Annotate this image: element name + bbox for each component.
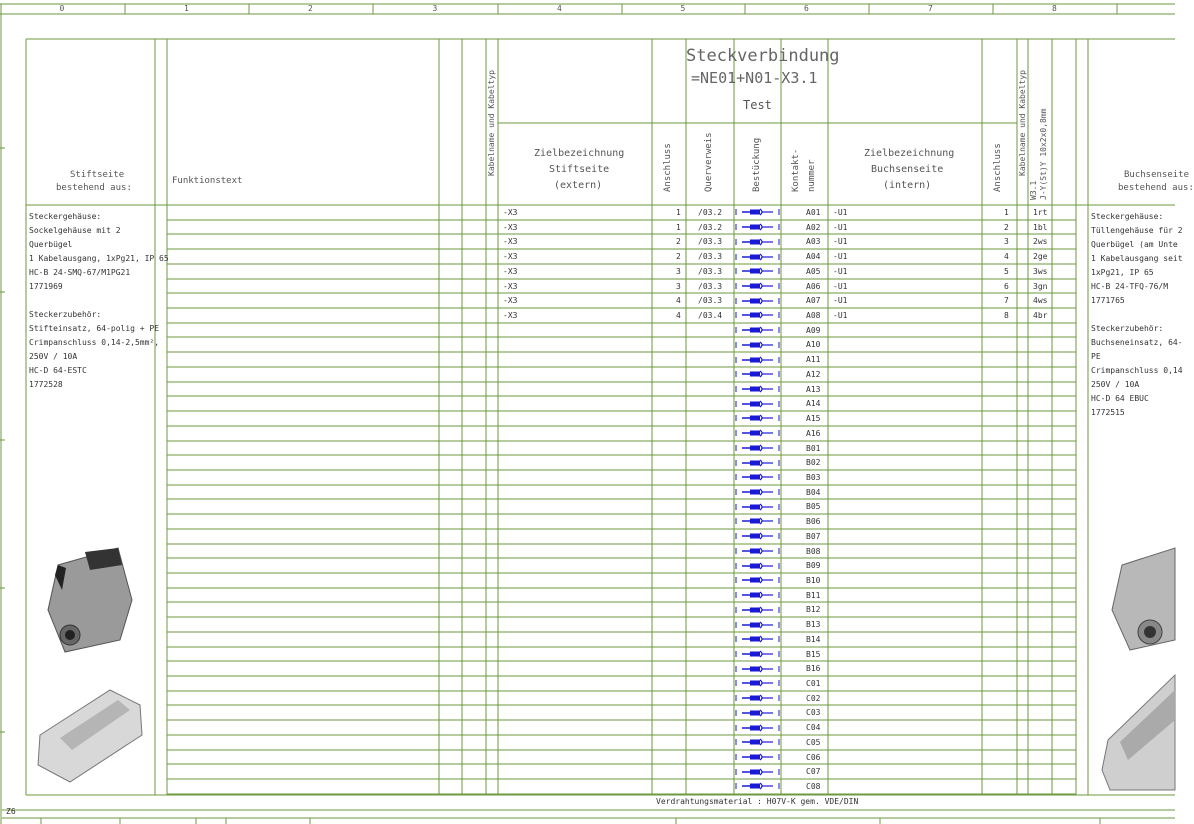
querverweis: /03.3 bbox=[698, 267, 723, 276]
contact-symbol bbox=[736, 224, 779, 230]
ziel-stift-line1: Zielbezeichnung bbox=[534, 148, 625, 159]
ruler-number: 8 bbox=[1052, 4, 1057, 13]
ruler-number: 6 bbox=[804, 4, 809, 13]
kontakt-nummer: C03 bbox=[806, 708, 821, 717]
contact-symbol bbox=[736, 474, 779, 480]
contact-symbol bbox=[736, 710, 779, 716]
right-description-line: 1771765 bbox=[1091, 296, 1125, 305]
anschluss: 2 bbox=[676, 252, 681, 261]
contact-symbol bbox=[736, 298, 779, 304]
kontakt-nummer: B11 bbox=[806, 591, 821, 600]
contact-symbol bbox=[736, 666, 779, 672]
querverweis: /03.3 bbox=[698, 237, 723, 246]
contact-symbol bbox=[736, 725, 779, 731]
anschluss: 3 bbox=[676, 267, 681, 276]
contact-symbol bbox=[736, 504, 779, 510]
contact-symbol bbox=[736, 739, 779, 745]
kontakt-nummer: A07 bbox=[806, 296, 821, 305]
ader: 2ge bbox=[1033, 252, 1048, 261]
ziel-buchse: -U1 bbox=[833, 223, 848, 232]
contact-symbol bbox=[736, 357, 779, 363]
right-description-line: PE bbox=[1091, 352, 1101, 361]
ziel-buchse-line1: Zielbezeichnung bbox=[864, 148, 955, 159]
contact-symbol bbox=[736, 592, 779, 598]
ader: 3gn bbox=[1033, 282, 1048, 291]
kontakt-nummer: C08 bbox=[806, 782, 821, 791]
contact-symbol bbox=[736, 548, 779, 554]
right-header-line1: Buchsenseite bbox=[1124, 170, 1190, 180]
anschluss: 4 bbox=[676, 296, 681, 305]
kontakt-nummer: A16 bbox=[806, 429, 821, 438]
querverweis: /03.3 bbox=[698, 252, 723, 261]
ziel-stift: -X3 bbox=[503, 237, 518, 246]
kontakt-nummer: A05 bbox=[806, 267, 821, 276]
kontakt-nummer: B03 bbox=[806, 473, 821, 482]
contact-symbol bbox=[736, 680, 779, 686]
kontakt-nummer: A08 bbox=[806, 311, 821, 320]
anschluss: 1 bbox=[676, 223, 681, 232]
kontakt-nummer: B10 bbox=[806, 576, 821, 585]
left-description-line: HC-D 64-ESTC bbox=[29, 366, 87, 375]
right-description-line: HC-B 24-TFQ-76/M bbox=[1091, 282, 1169, 291]
kontakt-nummer: B13 bbox=[806, 620, 821, 629]
contact-symbol bbox=[736, 254, 779, 260]
ziel-stift: -X3 bbox=[503, 282, 518, 291]
anschluss2-header: Anschluss bbox=[993, 143, 1003, 192]
ziel-buchse: -U1 bbox=[833, 208, 848, 217]
contact-symbol bbox=[736, 401, 779, 407]
contact-symbol bbox=[736, 239, 779, 245]
ruler-number: 2 bbox=[308, 4, 313, 13]
contact-symbol bbox=[736, 209, 779, 215]
anschluss: 3 bbox=[676, 282, 681, 291]
kontakt-nummer: B08 bbox=[806, 547, 821, 556]
contact-symbol bbox=[736, 445, 779, 451]
cable-header-left: Kabelname und Kabeltyp bbox=[487, 70, 496, 176]
ziel-stift-line3: (extern) bbox=[554, 180, 603, 191]
right-description-line: 1xPg21, IP 65 bbox=[1091, 268, 1154, 277]
contact-symbol bbox=[736, 342, 779, 348]
kontakt-nummer: B06 bbox=[806, 517, 821, 526]
anschluss-buchse: 5 bbox=[1004, 267, 1009, 276]
ader: 1rt bbox=[1033, 208, 1048, 217]
right-description-line: Crimpanschluss 0,14 bbox=[1091, 366, 1183, 375]
left-header-line2: bestehend aus: bbox=[56, 183, 132, 193]
ruler-number: 4 bbox=[557, 4, 562, 13]
ziel-stift: -X3 bbox=[503, 252, 518, 261]
right-description-line: 1 Kabelausgang seit bbox=[1091, 254, 1183, 263]
right-description-line: Steckerzubehör: bbox=[1091, 324, 1164, 333]
contact-symbol bbox=[736, 518, 779, 524]
kontakt-nummer: B16 bbox=[806, 664, 821, 673]
anschluss-buchse: 8 bbox=[1004, 311, 1009, 320]
querverweis: /03.2 bbox=[698, 208, 723, 217]
querverweis: /03.3 bbox=[698, 282, 723, 291]
ruler-number: 3 bbox=[432, 4, 438, 13]
kontakt-nummer: C06 bbox=[806, 753, 821, 762]
left-header-line1: Stiftseite bbox=[70, 170, 125, 180]
kontakt-nummer: A03 bbox=[806, 237, 821, 246]
contact-symbol bbox=[736, 460, 779, 466]
ruler-number: 7 bbox=[928, 4, 933, 13]
contact-symbol bbox=[736, 636, 779, 642]
cable-type: J-Y(St)Y 10x2x0,8mm bbox=[1039, 108, 1048, 200]
kontakt-nummer: A10 bbox=[806, 340, 821, 349]
kontakt-nummer: C02 bbox=[806, 694, 821, 703]
ziel-buchse: -U1 bbox=[833, 237, 848, 246]
anschluss-header: Anschluss bbox=[663, 143, 673, 192]
row-label: Z6 bbox=[6, 807, 16, 816]
kontakt-nummer: C01 bbox=[806, 679, 821, 688]
cable-header-right: Kabelname und Kabeltyp bbox=[1018, 70, 1027, 176]
querverweis: /03.4 bbox=[698, 311, 723, 320]
left-description-line: 1 Kabelausgang, 1xPg21, IP 65 bbox=[29, 254, 169, 263]
function-text-header: Funktionstext bbox=[172, 176, 243, 186]
ader: 3ws bbox=[1033, 267, 1048, 276]
anschluss: 4 bbox=[676, 311, 681, 320]
kontakt-nummer: A13 bbox=[806, 385, 821, 394]
left-description-line: 1771969 bbox=[29, 282, 63, 291]
kontakt-nummer: A14 bbox=[806, 399, 821, 408]
anschluss-buchse: 1 bbox=[1004, 208, 1009, 217]
contact-symbol bbox=[736, 651, 779, 657]
kontakt-nummer: C04 bbox=[806, 723, 821, 732]
contact-symbol bbox=[736, 622, 779, 628]
ruler-number: 0 bbox=[59, 4, 65, 13]
cable-name: W3.1 bbox=[1029, 180, 1038, 200]
kontakt-nummer: A11 bbox=[806, 355, 821, 364]
kontakt-nummer: A04 bbox=[806, 252, 821, 261]
kontakt-nummer: A06 bbox=[806, 282, 821, 291]
contact-symbol bbox=[736, 577, 779, 583]
anschluss-buchse: 4 bbox=[1004, 252, 1009, 261]
ziel-buchse: -U1 bbox=[833, 282, 848, 291]
kontakt-nummer: C05 bbox=[806, 738, 821, 747]
kontakt-nummer: A01 bbox=[806, 208, 821, 217]
left-description-line: Crimpanschluss 0,14-2,5mm², bbox=[29, 338, 160, 347]
kontakt-nummer: A15 bbox=[806, 414, 821, 423]
anschluss-buchse: 7 bbox=[1004, 296, 1009, 305]
contact-symbol bbox=[736, 769, 779, 775]
ziel-buchse: -U1 bbox=[833, 311, 848, 320]
left-description-line: HC-B 24-SMQ-67/M1PG21 bbox=[29, 268, 131, 277]
contact-symbol bbox=[736, 371, 779, 377]
ruler-number: 5 bbox=[680, 4, 686, 13]
contact-symbol bbox=[736, 695, 779, 701]
ziel-stift: -X3 bbox=[503, 267, 518, 276]
contact-symbol bbox=[736, 607, 779, 613]
contact-symbol bbox=[736, 386, 779, 392]
contact-symbol bbox=[736, 489, 779, 495]
footer-wiring-material: Verdrahtungsmaterial : H07V-K gem. VDE/DIN bbox=[656, 797, 859, 806]
left-description-line: Sockelgehäuse mit 2 bbox=[29, 226, 121, 235]
querverweis: /03.2 bbox=[698, 223, 723, 232]
right-description-line: HC-D 64 EBUC bbox=[1091, 394, 1149, 403]
contact-symbol bbox=[736, 783, 779, 789]
kontakt-nummer: B04 bbox=[806, 488, 821, 497]
ader: 1bl bbox=[1033, 223, 1048, 232]
kontakt-nummer: B02 bbox=[806, 458, 821, 467]
kontakt-nummer: B12 bbox=[806, 605, 821, 614]
contact-symbol bbox=[736, 563, 779, 569]
kontakt-nummer: B09 bbox=[806, 561, 821, 570]
contact-symbol bbox=[736, 430, 779, 436]
ziel-buchse: -U1 bbox=[833, 296, 848, 305]
anschluss-buchse: 6 bbox=[1004, 282, 1009, 291]
kontakt-nummer: A12 bbox=[806, 370, 821, 379]
left-description-line: Steckerzubehör: bbox=[29, 310, 102, 319]
ziel-stift: -X3 bbox=[503, 223, 518, 232]
title-line1: Steckverbindung bbox=[686, 46, 840, 66]
kontakt-header-line1: Kontakt- bbox=[791, 148, 801, 192]
contact-symbol bbox=[736, 754, 779, 760]
ziel-stift: -X3 bbox=[503, 296, 518, 305]
anschluss: 2 bbox=[676, 237, 681, 246]
kontakt-nummer: A02 bbox=[806, 223, 821, 232]
ruler-number: 1 bbox=[184, 4, 189, 13]
left-description-line: 1772528 bbox=[29, 380, 63, 389]
ader: 2ws bbox=[1033, 237, 1048, 246]
querverweis: /03.3 bbox=[698, 296, 723, 305]
contact-symbol bbox=[736, 268, 779, 274]
right-header-line2: bestehend aus: bbox=[1118, 183, 1194, 193]
kontakt-header-line2: nummer bbox=[807, 159, 817, 192]
ziel-buchse-line2: Buchsenseite bbox=[871, 164, 944, 175]
left-description-line: Querbügel bbox=[29, 240, 73, 249]
anschluss: 1 bbox=[676, 208, 681, 217]
contact-symbol bbox=[736, 283, 779, 289]
kontakt-nummer: B05 bbox=[806, 502, 821, 511]
right-description-line: Steckergehäuse: bbox=[1091, 212, 1164, 221]
ziel-stift: -X3 bbox=[503, 208, 518, 217]
ziel-buchse: -U1 bbox=[833, 267, 848, 276]
ziel-stift-line2: Stiftseite bbox=[549, 164, 610, 175]
title-line3: Test bbox=[743, 98, 772, 112]
ader: 4ws bbox=[1033, 296, 1048, 305]
left-description-line: Steckergehäuse: bbox=[29, 212, 102, 221]
kontakt-nummer: B01 bbox=[806, 444, 821, 453]
kontakt-nummer: B15 bbox=[806, 650, 821, 659]
anschluss-buchse: 3 bbox=[1004, 237, 1009, 246]
contact-symbol bbox=[736, 327, 779, 333]
contact-symbol bbox=[736, 312, 779, 318]
ziel-stift: -X3 bbox=[503, 311, 518, 320]
kontakt-nummer: C07 bbox=[806, 767, 821, 776]
anschluss-buchse: 2 bbox=[1004, 223, 1009, 232]
right-description-line: Querbügel (am Unte bbox=[1091, 240, 1178, 249]
contact-symbol bbox=[736, 415, 779, 421]
right-description-line: 250V / 10A bbox=[1091, 380, 1140, 389]
ziel-buchse-line3: (intern) bbox=[883, 180, 932, 191]
left-description-line: Stifteinsatz, 64-polig + PE bbox=[29, 324, 160, 333]
kontakt-nummer: B07 bbox=[806, 532, 821, 541]
left-description-line: 250V / 10A bbox=[29, 352, 78, 361]
right-description-line: Tüllengehäuse für 2 bbox=[1091, 226, 1183, 235]
kontakt-nummer: A09 bbox=[806, 326, 821, 335]
title-line2: =NE01+N01-X3.1 bbox=[691, 69, 818, 87]
kontakt-nummer: B14 bbox=[806, 635, 821, 644]
querverweis-header: Querverweis bbox=[704, 132, 714, 192]
ader: 4br bbox=[1033, 311, 1048, 320]
right-description-line: 1772515 bbox=[1091, 408, 1125, 417]
ziel-buchse: -U1 bbox=[833, 252, 848, 261]
contact-symbol bbox=[736, 533, 779, 539]
bestueckung-header: Bestückung bbox=[752, 137, 762, 192]
right-description-line: Buchseneinsatz, 64- bbox=[1091, 338, 1183, 347]
